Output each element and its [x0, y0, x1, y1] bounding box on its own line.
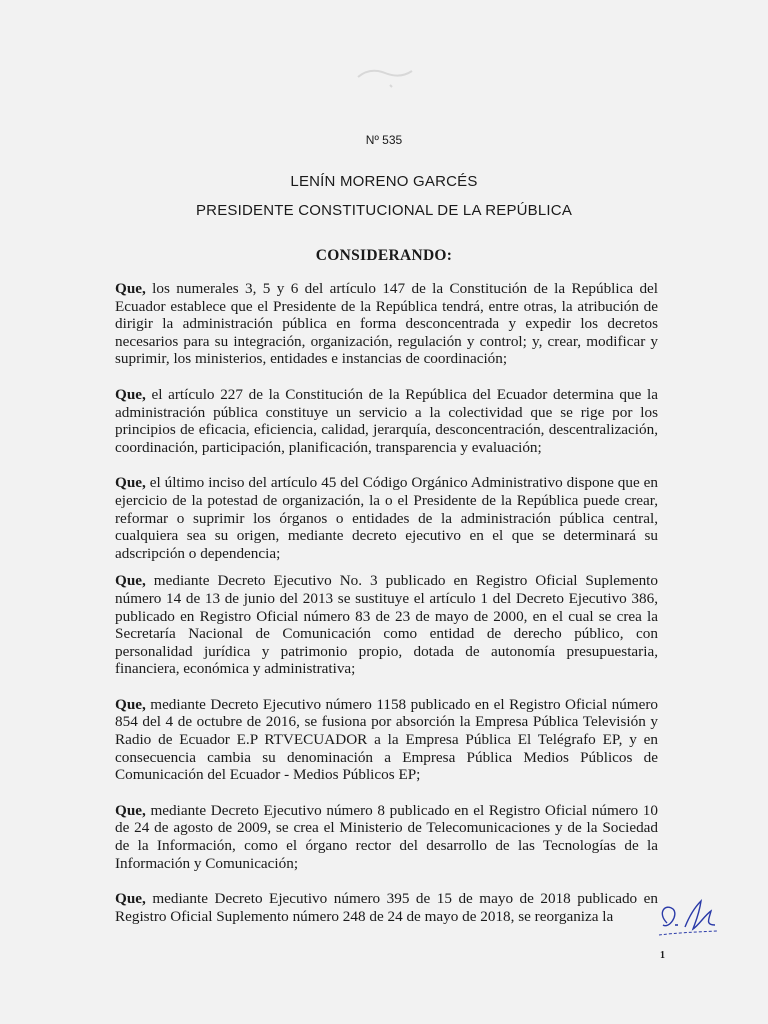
- paragraph-lead: Que,: [115, 890, 146, 908]
- document-body: [115, 280, 658, 943]
- section-title: CONSIDERANDO:: [315, 247, 453, 264]
- paragraph-lead: Que,: [115, 280, 146, 297]
- paragraph-lead: Que,: [115, 572, 146, 590]
- paragraph-text: el último inciso del artículo 45 del Código Orgánico Administrativo dispone que en ejercicio de la potestad de organización, la o el Presidente de la República puede crear, reformar o suprimir los órganos o entidades de la administración pública central, cualquiera sea su origen, mediante decreto ejecutivo en el que se determinará su adscripción o dependencia;: [115, 474, 658, 562]
- paragraph: [115, 890, 658, 925]
- paper-smudge-mark: [350, 55, 420, 95]
- paragraph-text: mediante Decreto Ejecutivo número 395 de 15 de mayo de 2018 publicado en Registro Oficial Suplemento número 248 de 24 de mayo de 2018, se reorganiza la: [115, 890, 658, 925]
- paragraph: [115, 280, 658, 368]
- president-title: PRESIDENTE CONSTITUCIONAL DE LA REPÚBLICA: [195, 202, 573, 219]
- president-name: LENÍN MORENO GARCÉS: [290, 173, 478, 190]
- paragraph: [115, 696, 658, 784]
- paragraph: [115, 802, 658, 872]
- paragraph: [115, 386, 658, 456]
- paragraph: [115, 474, 658, 562]
- decree-number: Nº 535: [365, 133, 403, 147]
- paragraph-lead: Que,: [115, 474, 146, 492]
- paragraph: [115, 572, 658, 678]
- page-number: 1: [660, 950, 665, 961]
- paragraph-text: mediante Decreto Ejecutivo número 8 publicado en el Registro Oficial número 10 de 24 de agosto de 2009, se crea el Ministerio de Telecomunicaciones y de la Sociedad de la Información, como el órgano rector del desarrollo de las Tecnologías de la Información y Comunicación;: [115, 801, 658, 872]
- paragraph-lead: Que,: [115, 695, 146, 713]
- paragraph-text: mediante Decreto Ejecutivo número 1158 publicado en el Registro Oficial número 854 del 4 de octubre de 2016, se fusiona por absorción la Empresa Pública Televisión y Radio de Ecuador E.P RTVECUADOR a la Empresa Pública El Telégrafo EP, y en consecuencia cambia su denominación a Empresa Pública Medios Públicos de Comunicación del Ecuador - Medios Públicos EP;: [115, 695, 658, 784]
- initials-signature: [655, 895, 725, 945]
- paragraph-lead: Que,: [115, 801, 146, 819]
- paragraph-lead: Que,: [115, 385, 146, 403]
- paragraph-text: los numerales 3, 5 y 6 del artículo 147 de la Constitución de la República del Ecuador establece que el Presidente de la República tendrá, entre otras, la atribución de dirigir la administración pública en forma desconcentrada y expedir los decretos necesarios para su integración, organización, regulación y control; y, crear, modificar y suprimir, los ministerios, entidades e instancias de coordinación;: [115, 280, 658, 368]
- paragraph-text: el artículo 227 de la Constitución de la República del Ecuador determina que la administración pública constituye un servicio a la colectividad que se rige por los principios de eficacia, eficiencia, calidad, jerarquía, desconcentración, descentralización, coordinación, participación, planificación, transparencia y evaluación;: [115, 385, 658, 456]
- paragraph-text: mediante Decreto Ejecutivo No. 3 publicado en Registro Oficial Suplemento número 14 de 13 de junio del 2013 se sustituye el artículo 1 del Decreto Ejecutivo 386, publicado en Registro Oficial número 83 de 23 de mayo de 2000, en el cual se crea la Secretaría Nacional de Comunicación como entidad de derecho público, con personalidad jurídica y patrimonio propio, dotada de autonomía presupuestaria, financiera, económica y administrativa;: [115, 572, 658, 678]
